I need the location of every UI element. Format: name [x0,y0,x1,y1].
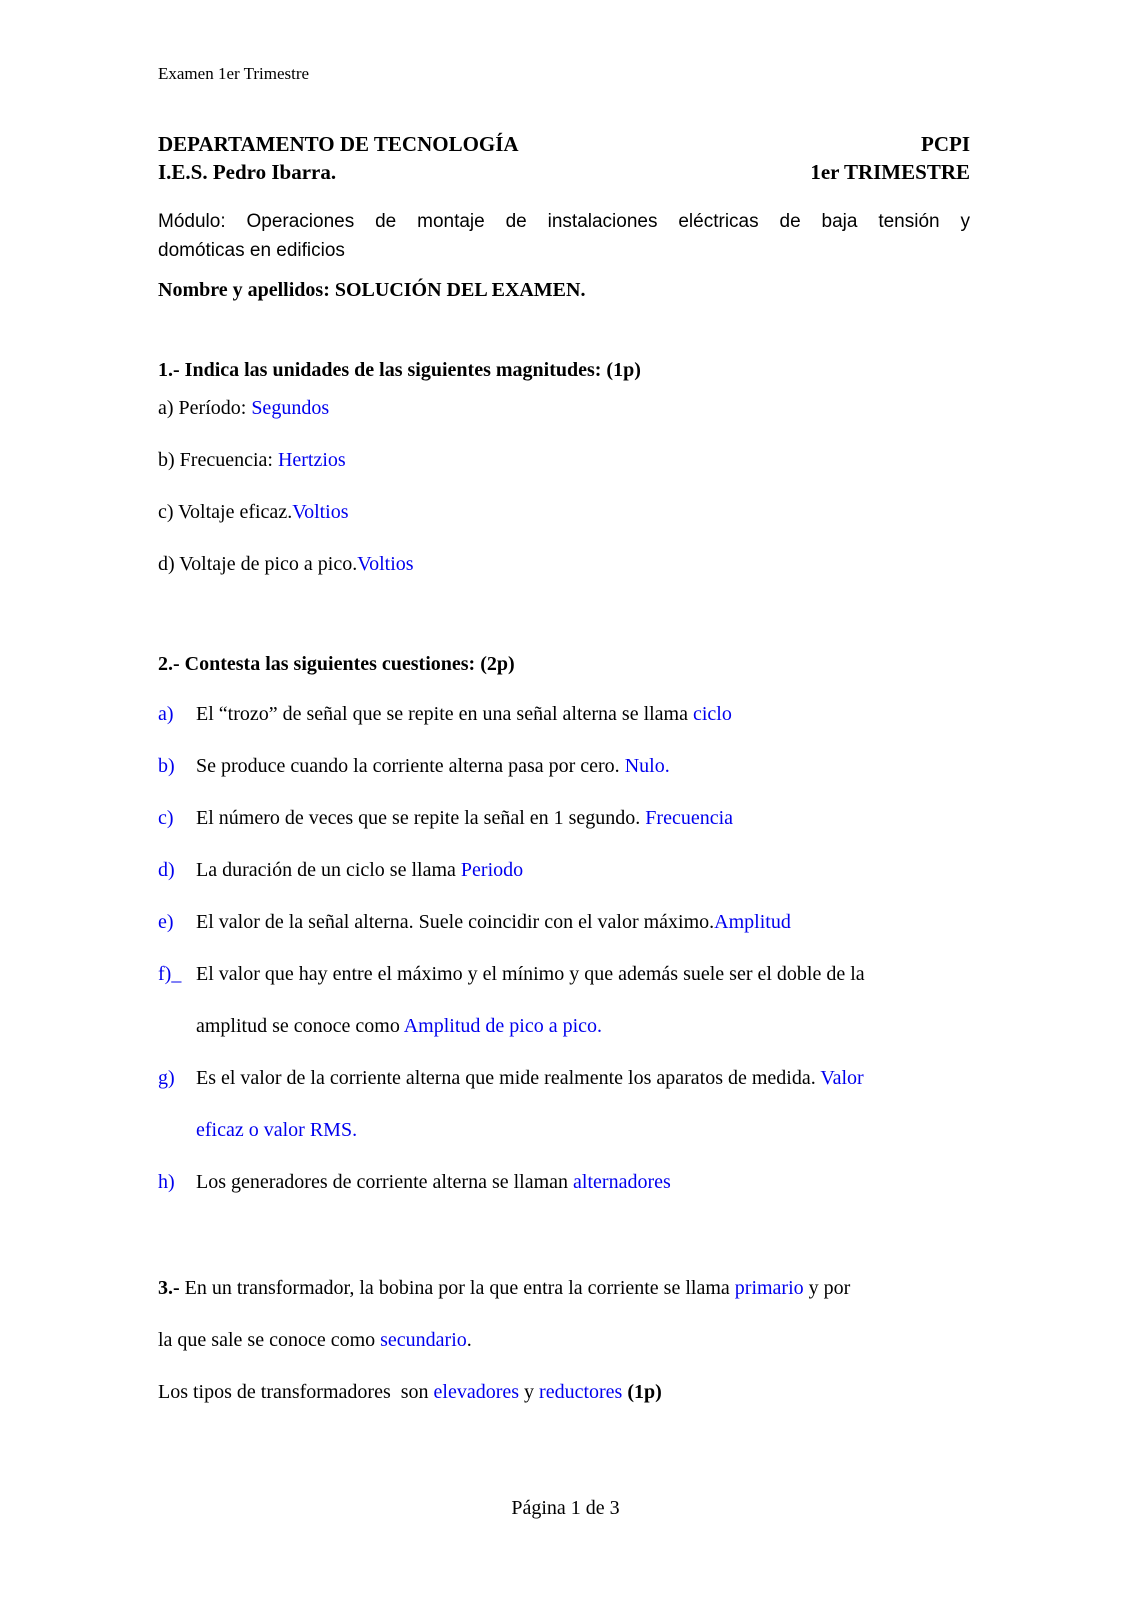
answer-text: Nulo. [624,755,670,777]
question-2-list [158,688,970,1208]
letterhead-row-1 [158,130,970,158]
answer-text: elevadores [433,1381,520,1403]
module-line: Módulo: Operaciones de montaje de instalaciones eléctricas de baja tensión y [158,211,970,232]
answer-text: Valor [820,1067,864,1089]
question-3-line [158,1366,970,1418]
item-letter: h) [158,1171,175,1193]
department-name: DEPARTAMENTO DE TECNOLOGÍA [158,132,519,156]
question-text: El valor de la señal alterna. Suele coincidir con el valor máximo. [196,911,715,933]
exam-header-label: Examen 1er Trimestre [158,64,310,83]
question-text: y por [803,1277,851,1299]
question-text: Se produce cuando la corriente alterna pasa por cero. [196,755,625,777]
answer-text: Frecuencia [645,807,734,829]
question-2-item [158,688,970,740]
answer-text: reductores [539,1381,623,1403]
program-name: PCPI [921,132,970,156]
question-text: Los tipos de transformadores son [158,1381,434,1403]
page-number: Página 1 de 3 [511,1497,620,1519]
question-2-item [158,1052,970,1156]
answer-text: primario [734,1277,804,1299]
question-text: . [466,1329,472,1351]
answer-text: Periodo [460,859,524,881]
question-2-item [158,792,970,844]
question-2-heading: 2.- Contesta las siguientes cuestiones: (2p) [158,653,515,675]
question-2-line [196,844,970,896]
item-prompt: a) Período: [158,397,252,419]
item-letter: f)_ [158,963,182,985]
item-letter: g) [158,1067,175,1089]
question-3-paragraph [158,1262,970,1418]
question-2-line [196,1052,970,1104]
question-text: En un transformador, la bobina por la que entra la corriente se llama [184,1277,735,1299]
module-description [158,207,970,265]
item-prompt: b) Frecuencia: [158,449,278,471]
question-text: La duración de un ciclo se llama [196,859,461,881]
question-2-item [158,844,970,896]
item-letter: a) [158,703,174,725]
answer-text: Segundos [251,397,330,419]
question-text: El número de veces que se repite la señal en 1 segundo. [196,807,646,829]
answer-text: Amplitud de pico a pico. [403,1015,603,1037]
question-2-line [196,1104,970,1156]
question-text: la que sale se conoce como [158,1329,381,1351]
answer-text: alternadores [573,1171,671,1193]
answer-text: Voltios [357,553,414,575]
question-2-line [196,792,970,844]
question-2-item [158,740,970,792]
question-2-line [196,740,970,792]
item-letter: d) [158,859,175,881]
answer-text: ciclo [693,703,732,725]
question-2-line [196,688,970,740]
item-prompt: d) Voltaje de pico a pico. [158,553,358,575]
question-1-item [158,397,970,449]
question-text: 3.- [158,1277,185,1299]
answer-text: Voltios [292,501,349,523]
question-text: y [519,1381,540,1403]
question-2-item [158,948,970,1052]
question-1-item [158,449,970,501]
question-3-line [158,1314,970,1366]
term-name: 1er TRIMESTRE [810,160,970,184]
item-prompt: c) Voltaje eficaz. [158,501,293,523]
question-text: (1p) [627,1381,662,1403]
question-text: amplitud se conoce como [196,1015,404,1037]
answer-text: Amplitud [714,911,791,933]
question-1-heading: 1.- Indica las unidades de las siguientes magnitudes: (1p) [158,359,641,381]
question-text: El “trozo” de señal que se repite en una señal alterna se llama [196,703,693,725]
question-2-line [196,948,970,1000]
school-name: I.E.S. Pedro Ibarra. [158,160,337,184]
student-name-line: Nombre y apellidos: SOLUCIÓN DEL EXAMEN. [158,279,586,301]
answer-text: Hertzios [277,449,346,471]
question-1-item [158,553,970,605]
question-2-line [196,1000,970,1052]
item-letter: b) [158,755,175,777]
question-text: Los generadores de corriente alterna se llaman [196,1171,574,1193]
question-text: El valor que hay entre el máximo y el mínimo y que además suele ser el doble de la [196,963,865,985]
question-text: Es el valor de la corriente alterna que mide realmente los aparatos de medida. [196,1067,821,1089]
item-letter: e) [158,911,174,933]
question-1-list [158,397,970,605]
letterhead-row-2 [158,158,970,186]
question-2-item [158,1156,970,1208]
module-line: domóticas en edificios [158,240,345,261]
letterhead [158,130,970,186]
question-2-item [158,896,970,948]
question-2-line [196,1156,970,1208]
answer-text: secundario [380,1329,467,1351]
question-3-line [158,1262,970,1314]
answer-text: eficaz o valor RMS. [196,1119,358,1141]
item-letter: c) [158,807,174,829]
question-2-line [196,896,970,948]
question-1-item [158,501,970,553]
